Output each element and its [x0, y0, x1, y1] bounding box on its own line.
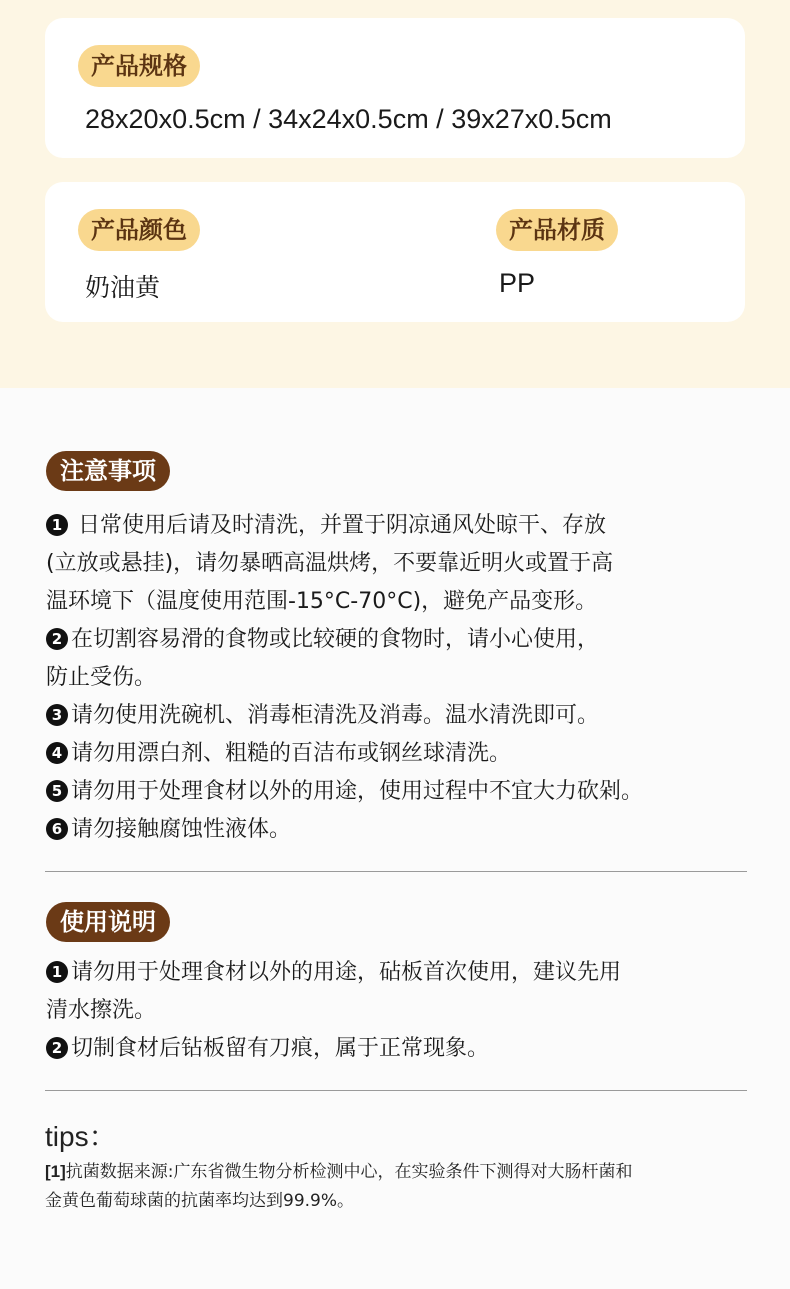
tips-line: [1]抗菌数据来源:广东省微生物分析检测中心，在实验条件下测得对大肠杆菌和 — [45, 1162, 633, 1182]
number-1-icon: 1 — [46, 961, 68, 983]
size-label: 产品规格 — [78, 45, 200, 87]
notes-heading: 注意事项 — [46, 451, 170, 491]
note-line: 4 请勿用漂白剂、粗糙的百洁布或钢丝球清洗。 — [46, 741, 511, 767]
divider — [45, 871, 747, 872]
usage-line: 1 请勿用于处理食材以外的用途，砧板首次使用，建议先用 — [46, 960, 621, 986]
size-card — [45, 18, 745, 158]
material-value: PP — [499, 268, 536, 298]
color-value: 奶油黄 — [85, 273, 161, 302]
number-4-icon: 4 — [46, 742, 68, 764]
material-label: 产品材质 — [496, 209, 618, 251]
tips-line: 金黄色葡萄球菌的抗菌率均达到99.9%。 — [45, 1191, 355, 1211]
note-line: 6 请勿接触腐蚀性液体。 — [46, 817, 291, 843]
usage-line: 2 切制食材后钻板留有刀痕，属于正常现象。 — [46, 1036, 489, 1062]
number-3-icon: 3 — [46, 704, 68, 726]
color-material-card — [45, 182, 745, 322]
note-line: 5 请勿用于处理食材以外的用途，使用过程中不宜大力砍剁。 — [46, 779, 643, 805]
spec-section — [0, 0, 790, 388]
number-2-icon: 2 — [46, 1037, 68, 1059]
tips-label: tips： — [45, 1121, 117, 1152]
note-line: 温环境下（温度使用范围-15°C-70°C)，避免产品变形。 — [46, 589, 598, 614]
note-line: (立放或悬挂)，请勿暴晒高温烘烤，不要靠近明火或置于高 — [46, 551, 614, 576]
note-line: 2 在切割容易滑的食物或比较硬的食物时，请小心使用， — [46, 627, 599, 653]
color-label: 产品颜色 — [78, 209, 200, 251]
note-line: 防止受伤。 — [46, 665, 157, 690]
tips-ref: [1] — [45, 1162, 66, 1181]
note-line: 3 请勿使用洗碗机、消毒柜清洗及消毒。温水清洗即可。 — [46, 703, 599, 729]
number-6-icon: 6 — [46, 818, 68, 840]
usage-heading: 使用说明 — [46, 902, 170, 942]
number-5-icon: 5 — [46, 780, 68, 802]
number-2-icon: 2 — [46, 628, 68, 650]
size-value: 28x20x0.5cm / 34x24x0.5cm / 39x27x0.5cm — [85, 104, 612, 134]
note-line: 1 日常使用后请及时清洗，并置于阴凉通风处晾干、存放 — [46, 513, 606, 539]
number-1-icon: 1 — [46, 514, 68, 536]
divider — [45, 1090, 747, 1091]
usage-line: 清水擦洗。 — [46, 998, 157, 1023]
